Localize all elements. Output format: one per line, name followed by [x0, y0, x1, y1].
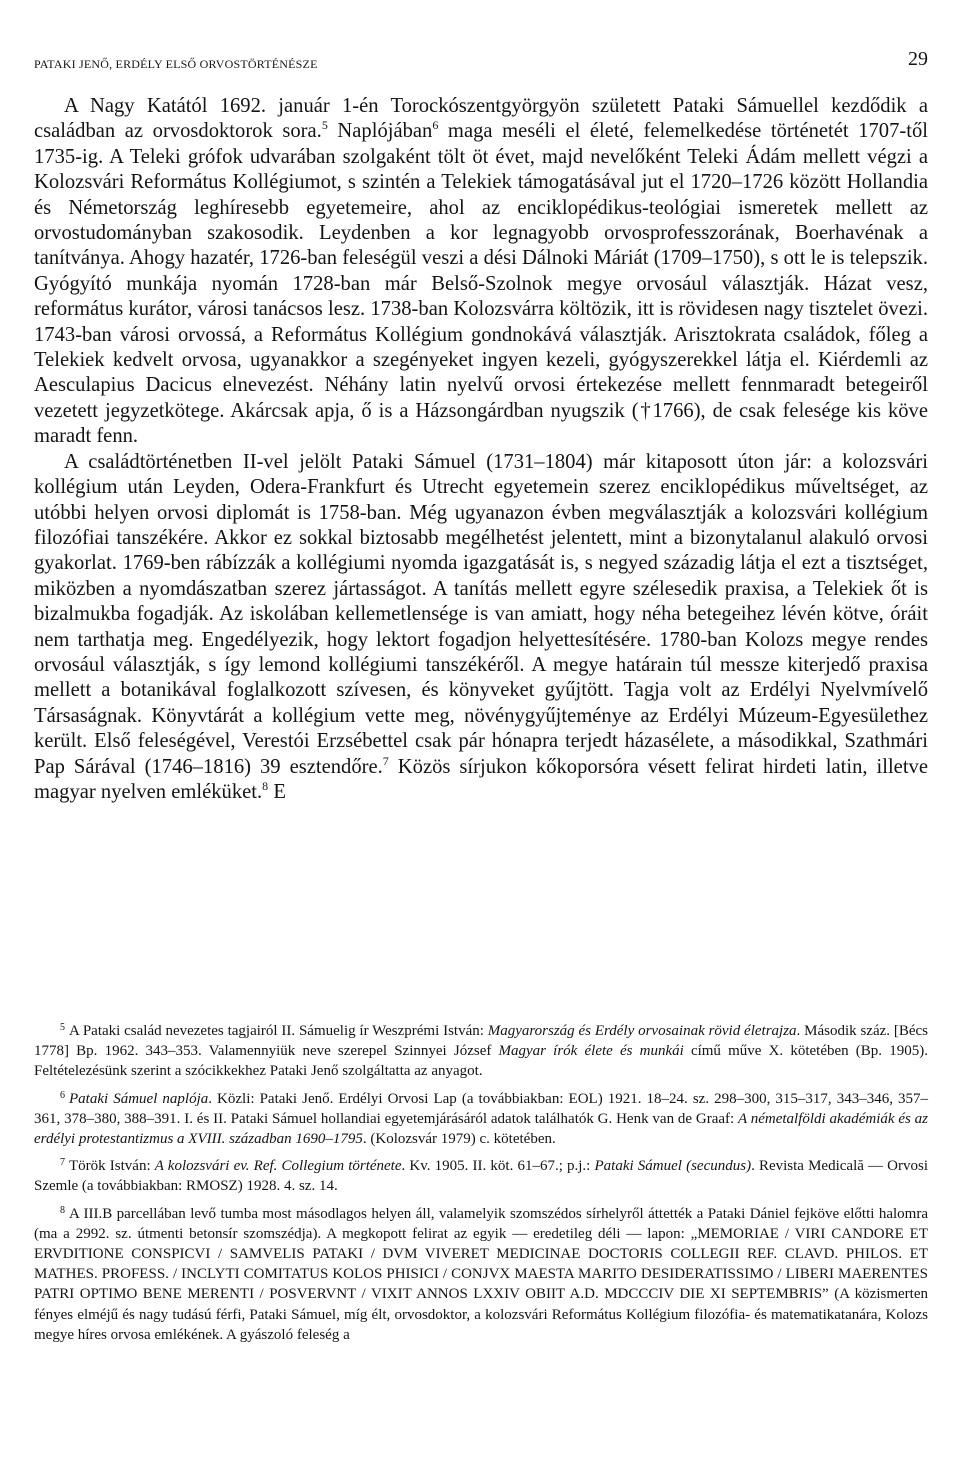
- footnote-ref-8: 8: [262, 779, 269, 794]
- body-paragraph-2: [34, 450, 928, 806]
- footnote-text: . Revista Medicală — Orvosi Szemle (a továbbiakban: RMOSZ) 1928. 4. sz. 14.: [34, 1158, 929, 1195]
- main-text: [34, 94, 928, 805]
- footnote-text: A III.B parcellában levő tumba most másodlagos helyen áll, valamelyik szomszédos sírhelyről áttették a Pataki Dániel fejköve előtti halomra (ma a 2992. sz. útmenti betonsír szomszédja). A megkopott felirat az egyik — eredetileg déli — lapon: „MEMORIAE / VIRI CANDORE ET ERVDITIONE CONSPICVI / SAMVELIS PATAKI / DVM VIVERET MEDICINAE DOCTORIS COLLEGII REF. CLAVD. PHILOS. ET MATHES. PROFESS. / INCLYTI COMITATUS KOLOS PHISICI / CONJVX MAESTA MARITO DESIDERATISSIMO / LIBERI MAERENTES PATRI OPTIMO BENE MERENTI / POSVERVNT / VIXIT ANNOS LXXIV OBIIT A.D. MDCCCIV DIE XI SEPTEMBRIS” (A közismerten fényes elméjű és nagy tudású férfi, Pataki Sámuel, míg élt, orvosdoktor, a kolozsvári Református Kollégium filozófia- és matematikatanára, Kolozs megye híres orvosa emlékének. A gyászoló feleség a: [34, 1205, 928, 1343]
- footnote-number: 8: [60, 1204, 65, 1216]
- running-head: PATAKI JENŐ, ERDÉLY ELSŐ ORVOSTÖRTÉNÉSZE: [34, 57, 318, 71]
- footnote-number: 6: [60, 1089, 65, 1101]
- footnote-text: Török István:: [69, 1158, 155, 1175]
- footnote-text: . Második száz. [Bécs 1778] Bp. 1962. 343–353. Valamennyiük neve szerepel Szinnyei József: [34, 1023, 928, 1060]
- footnote-title: A kolozsvári ev. Ref. Collegium története: [154, 1158, 402, 1175]
- footnote-text: A Pataki család nevezetes tagjairól II. Sámuelig ír Weszprémi István:: [69, 1023, 488, 1039]
- paragraph-text: E: [268, 780, 286, 803]
- footnote-7: [34, 1153, 928, 1196]
- footnote-title: Pataki Sámuel naplója: [69, 1090, 209, 1107]
- body-paragraph-1: [34, 94, 928, 450]
- footnote-title: A németalföldi akadémiák és az erdélyi protestantizmus a XVIII. században 1690–1795: [34, 1110, 929, 1148]
- paragraph-text: Közös sírjukon kőkoporsóra vésett felirat hirdeti latin, illetve magyar nyelven emléküket.: [34, 755, 928, 803]
- page-number: 29: [908, 48, 928, 70]
- footnote-ref-5: 5: [321, 118, 328, 133]
- paragraph-text: A Nagy Katától 1692. január 1-én Torockószentgyörgyön született Pataki Sámuellel kezdődik a családban az orvosdoktorok sora.: [34, 95, 928, 143]
- footnote-ref-7: 7: [382, 753, 389, 768]
- footnote-5: [34, 1018, 928, 1082]
- footnote-title: Magyarország és Erdély orvosainak rövid életrajza: [487, 1023, 797, 1039]
- footnote-8: [34, 1201, 928, 1345]
- footnote-text: című műve X. kötetében (Bp. 1905). Feltételezésünk szerint a szócikkekhez Pataki Jenő szolgáltatta az anyagot.: [34, 1043, 928, 1080]
- page-header: [34, 48, 928, 76]
- footnote-ref-6: 6: [432, 118, 439, 133]
- footnote-title: Magyar írók élete és munkái: [498, 1043, 684, 1060]
- footnote-title: Pataki Sámuel (secundus): [594, 1158, 752, 1175]
- footnote-text: . Kv. 1905. II. köt. 61–67.; p.j.:: [401, 1158, 595, 1175]
- footnote-6: [34, 1086, 928, 1150]
- paragraph-text: A családtörténetben II-vel jelölt Pataki Sámuel (1731–1804) már kitaposott úton jár: a kolozsvári kollégium után Leyden, Odera-Frankfurt és Utrecht egyetemein szerez enciklopédikus műveltséget, az utóbbi helyen orvosi diplomát is 1758-ban. Még ugyanazon évben megválasztják a kolozsvári kollégium filozófiai tanszékére. Akkor ez sokkal biztosabb megélhetést jelentett, mint a bizonytalanul alakuló orvosi gyakorlat. 1769-ben rábízzák a kollégiumi nyomda igazgatását is, s negyed századig látja el ezt a tisztséget, miközben a nyomdászatban szerez jártasságot. A tanítás mellett egyre szélesedik praxisa, a Telekiek őt is bizalmukba fogadják. Az iskolában kellemetlensége is van amiatt, hogy néha betegeihez lévén kötve, óráit nem tarthatja meg. Engedélyezik, hogy lektort fogadjon helyettesítésére. 1780-ban Kolozs megye rendes orvosául választják, s így lemond kollégiumi tanszékéről. A megye határain túl messze kiterjedő praxisa mellett a botanikával foglalkozott szívesen, és könyveket gyűjtött. Tagja volt az Erdélyi Nyelvmívelő Társaságnak. Könyvtárát a kollégium vette meg, növénygyűjteménye az Erdélyi Múzeum-Egyesülethez került. Első feleségével, Verestói Erzsébettel csak pár hónapra terjedt házasélete, a másodikkal, Szathmári Pap Sárával (1746–1816) 39 esztendőre.: [34, 450, 928, 778]
- footnote-number: 5: [60, 1022, 65, 1033]
- footnotes: [34, 1018, 928, 1349]
- footnote-text: . (Kolozsvár 1979) c. kötetében.: [362, 1131, 556, 1148]
- footnote-text: . Közli: Pataki Jenő. Erdélyi Orvosi Lap (a továbbiakban: EOL) 1921. 18–24. sz. 298–300, 315–317, 343–346, 357–361, 378–380, 388–391. I. és II. Pataki Sámuel hollandiai egyetemjárásáról adatok találhatók G. Henk van de Graaf:: [34, 1090, 929, 1127]
- footnote-number: 7: [60, 1157, 65, 1169]
- paragraph-text: maga meséli el életé, felemelkedése történetét 1707-től 1735-ig. A Teleki grófok udvarában szolgaként tölt öt évet, majd nevelőként Teleki Ádám mellett végzi a Kolozsvári Református Kollégiumot, s szintén a Telekiek támogatásával jut el 1720–1726 között Hollandia és Németország leghíresebb egyetemeire, ahol az enciklopédikus-teológiai ismeretek mellett az orvostudományban szakosodik. Leydenben a kor legnagyobb orvosprofesszorának, Boerhavénak a tanítványa. Ahogy hazatér, 1726-ban feleségül veszi a dési Dálnoki Máriát (1709–1750), s ott le is telepszik. Gyógyító munkája nyomán 1728-ban már Belső-Szolnok megye orvosául választják. Házat vesz, református kurátor, városi tanácsos lesz. 1738-ban Kolozsvárra költözik, itt is rövidesen nagy tisztelet övezi. 1743-ban városi orvossá, a Református Kollégium gondnokává választják. Arisztokrata családok, főleg a Telekiek kedvelt orvosa, ugyanakkor a szegényeket ingyen kezeli, gyógyszerekkel látja el. Kiérdemli az Aesculapius Dacicus elnevezést. Néhány latin nyelvű orvosi értekezése mellett fennmaradt betegeiről vezetett jegyzetkötege. Akárcsak apja, ő is a Házsongárdban nyugszik (†1766), de csak felesége kis köve maradt fenn.: [34, 120, 928, 448]
- paragraph-text: Naplójában: [327, 120, 433, 143]
